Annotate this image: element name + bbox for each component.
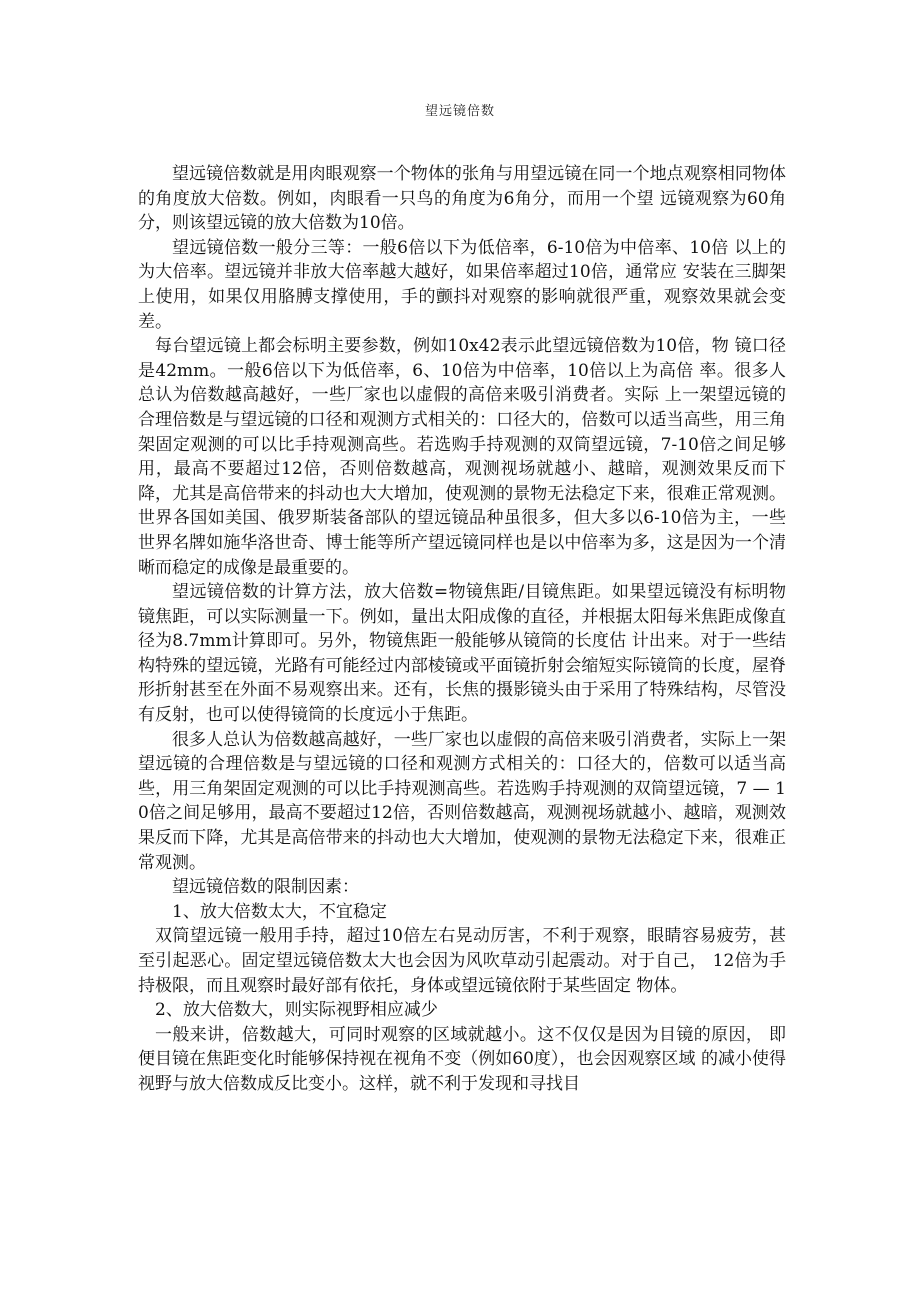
paragraph-factor-2: 一般来讲，倍数越大，可同时观察的区域就越小。这不仅仅是因为目镜的原因， 即便目镜在焦距变化时能够保持视在视角不变（例如60度），也会因观察区域 的减小使得视野与放大倍数成反比变小。这样，就不利于发现和寻找目 [138,1024,786,1094]
heading-factor-2: 2、放大倍数大，则实际视野相应减少 [155,1000,438,1021]
heading-limiting-factors: 望远镜倍数的限制因素： [172,877,359,898]
paragraph-calculation: 望远镜倍数的计算方法，放大倍数=物镜焦距/目镜焦距。如果望远镜没有标明物镜焦距，可以实际测量一下。例如，量出太阳成像的直径，并根据太阳每米焦距成像直径为8.7mm计算即可。另外，物镜焦距一般能够从镜筒的长度估 计出来。对于一些结构特殊的望远镜，光路有可能经过内部棱镜或平面镜折射会缩短实际镜筒的长度，屋脊形折射甚至在外面不易观察出来。还有，长焦的摄影镜头由于采用了特殊结构，尽管没有反射，也可以使得镜筒的长度远小于焦距。 [138,582,786,726]
paragraph-reasonable-magnification: 很多人总认为倍数越高越好，一些厂家也以虚假的高倍来吸引消费者，实际上一架望远镜的合理倍数是与望远镜的口径和观测方式相关的：口径大的，倍数可以适当高些，用三角架固定观测的可以比手持观测高些。若选购手持观测的双筒望远镜，7 — 10倍之间足够用，最高不要超过12倍，否则倍数越高，观测视场就越小、越暗，观测效果反而下降，尤其是高倍带来的抖动也大大增加，使观测的景物无法稳定下来，很难正常观测。 [138,729,786,873]
heading-factor-1: 1、放大倍数太大，不宜稳定 [172,901,387,922]
document-title: 望远镜倍数 [424,104,495,119]
paragraph-factor-1: 双筒望远镜一般用手持，超过10倍左右晃动厉害，不利于观察，眼睛容易疲劳，甚至引起恶心。固定望远镜倍数太大也会因为风吹草动引起震动。对于自己， 12倍为手持极限，而且观察时最好部有依托，身体或望远镜依附于某些固定 物体。 [138,926,786,996]
paragraph-magnification-levels: 望远镜倍数一般分三等：一般6倍以下为低倍率，6-10倍为中倍率、10倍 以上的为大倍率。望远镜并非放大倍率越大越好，如果倍率超过10倍，通常应 安装在三脚架上使用，如果仅用胳膊支撑使用，手的颤抖对观察的影响就很严重，观察效果就会变差。 [138,237,786,332]
document-body [138,162,786,1097]
paragraph-definition: 望远镜倍数就是用肉眼观察一个物体的张角与用望远镜在同一个地点观察相同物体的角度放大倍数。例如，肉眼看一只鸟的角度为6角分，而用一个望 远镜观察为60角分，则该望远镜的放大倍数为10倍。 [138,164,786,234]
paragraph-parameters: 每台望远镜上都会标明主要参数，例如10x42表示此望远镜倍数为10倍，物 镜口径是42mm。一般6倍以下为低倍率，6、10倍为中倍率，10倍以上为高倍 率。很多人总认为倍数越高越好，一些厂家也以虚假的高倍来吸引消费者。实际 上一架望远镜的合理倍数是与望远镜的口径和观测方式相关的：口径大的，倍数可以适当高些，用三角架固定观测的可以比手持观测高些。若选购手持观测的双筒望远镜，7-10倍之间足够用，最高不要超过12倍，否则倍数越高，观测视场就越小、越暗，观测效果反而下降，尤其是高倍带来的抖动也大大增加，使观测的景物无法稳定下来，很难正常观测。世界各国如美国、俄罗斯装备部队的望远镜品种虽很多，但大多以6-10倍为主，一些世界名牌如施华洛世奇、博士能等所产望远镜同样也是以中倍率为多，这是因为一个清晰而稳定的成像是最重要的。 [138,336,786,578]
